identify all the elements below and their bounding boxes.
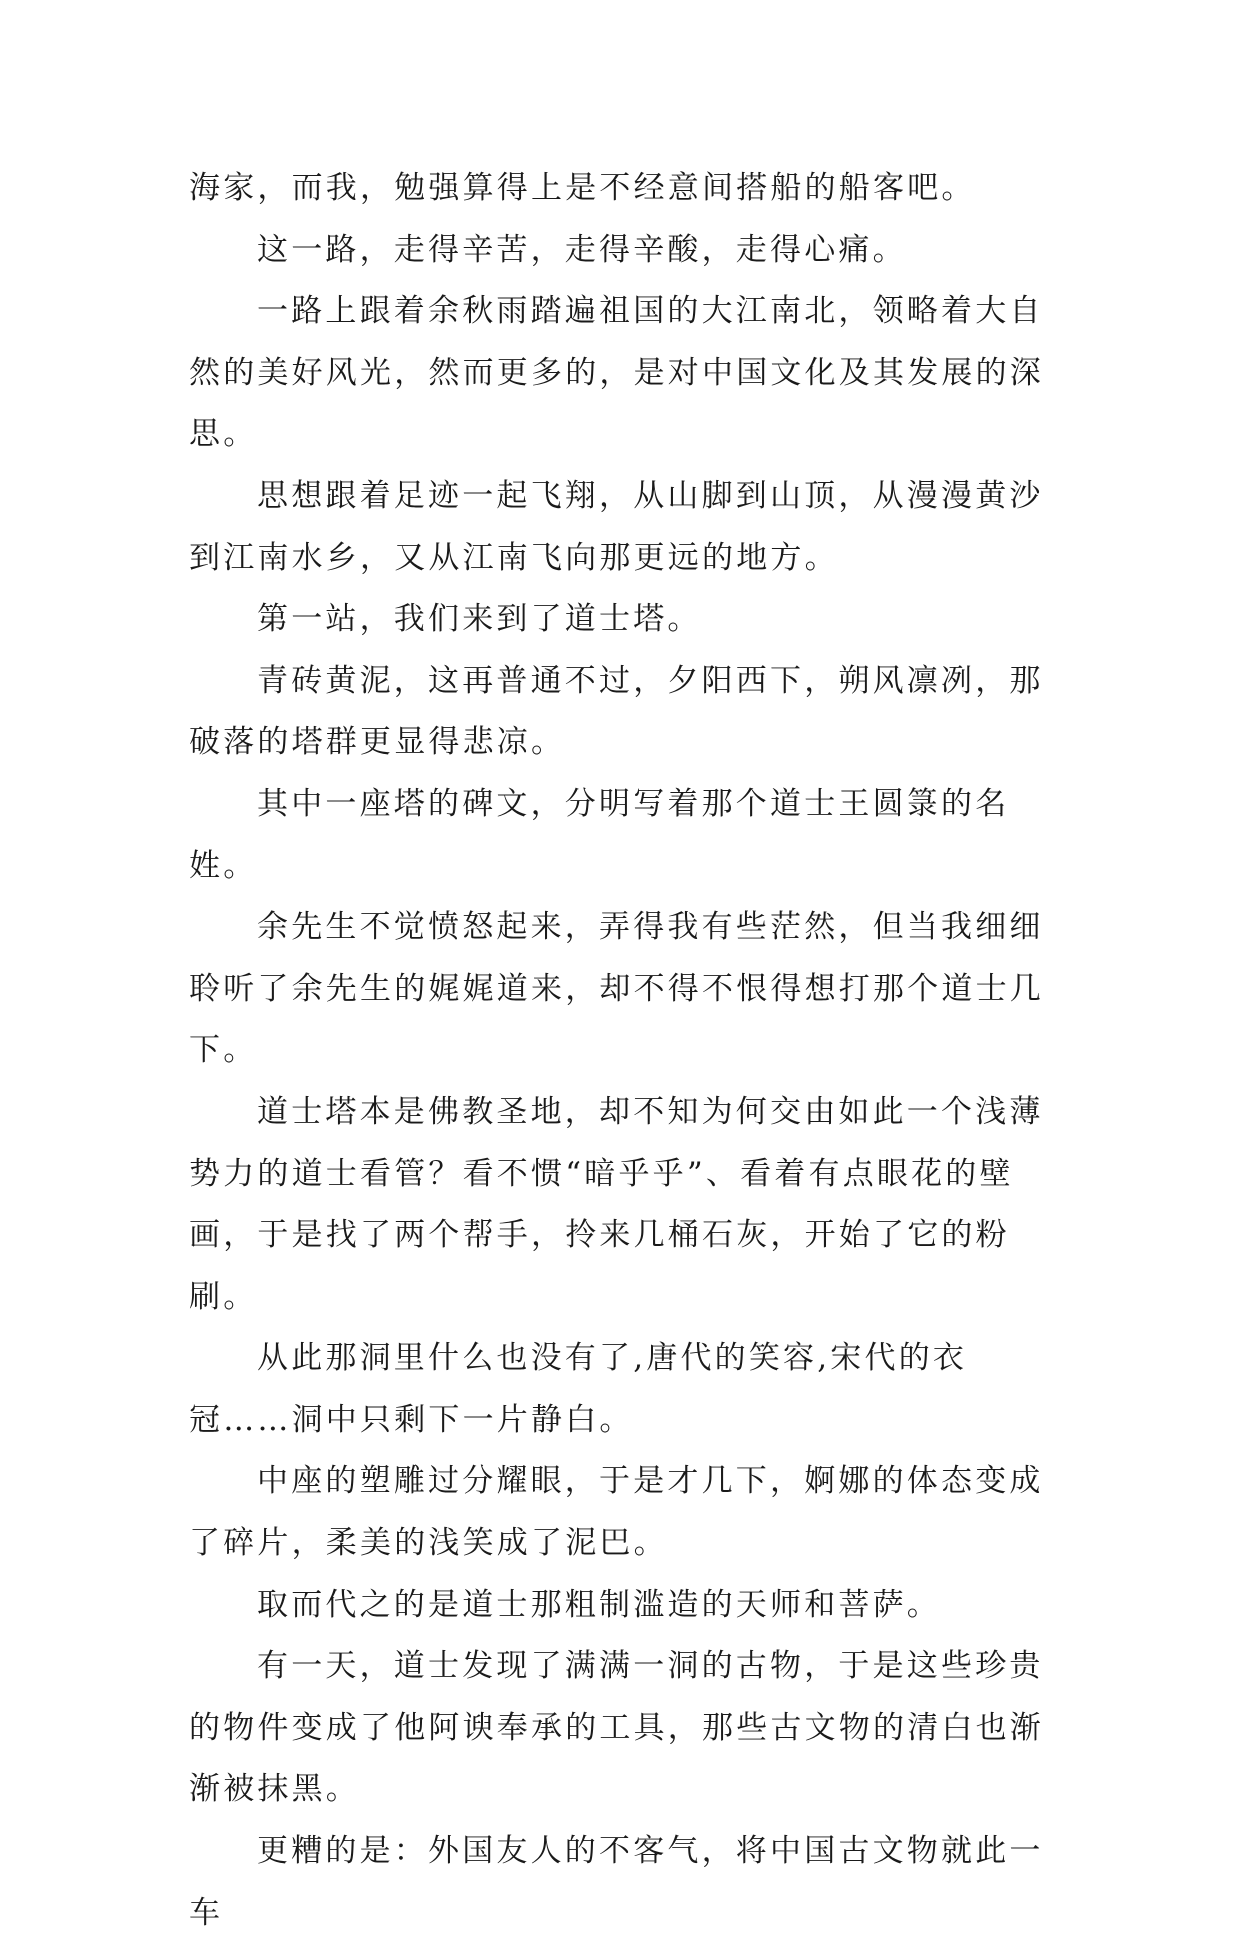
paragraph: 有一天，道士发现了满满一洞的古物，于是这些珍贵的物件变成了他阿谀奉承的工具，那些古文物的清白也渐渐被抹黑。	[189, 1648, 1044, 1808]
body-text	[189, 158, 1069, 1944]
paragraph: 一路上跟着余秋雨踏遍祖国的大江南北，领略着大自然的美好风光，然而更多的，是对中国文化及其发展的深思。	[189, 293, 1044, 453]
paragraph: 取而代之的是道士那粗制滥造的天师和菩萨。	[257, 1586, 941, 1623]
paragraph: 中座的塑雕过分耀眼，于是才几下，婀娜的体态变成了碎片，柔美的浅笑成了泥巴。	[189, 1463, 1044, 1562]
paragraph: 道士塔本是佛教圣地，却不知为何交由如此一个浅薄势力的道士看管？看不惯“暗乎乎”、看着有点眼花的壁画，于是找了两个帮手，拎来几桶石灰，开始了它的粉刷。	[189, 1093, 1044, 1315]
paragraph: 更糟的是：外国友人的不客气，将中国古文物就此一车	[189, 1833, 1044, 1931]
paragraph: 思想跟着足迹一起飞翔，从山脚到山顶，从漫漫黄沙到江南水乡，又从江南飞向那更远的地方。	[189, 477, 1044, 576]
paragraph: 青砖黄泥，这再普通不过，夕阳西下，朔风凛冽，那破落的塔群更显得悲凉。	[189, 662, 1044, 761]
paragraph: 第一站，我们来到了道士塔。	[257, 601, 702, 638]
paragraph: 这一路，走得辛苦，走得辛酸，走得心痛。	[257, 231, 907, 268]
paragraph: 海家，而我，勉强算得上是不经意间搭船的船客吧。	[189, 170, 976, 206]
paragraph: 余先生不觉愤怒起来，弄得我有些茫然，但当我细细聆听了余先生的娓娓道来，却不得不恨得想打那个道士几下。	[189, 909, 1044, 1069]
paragraph: 从此那洞里什么也没有了,唐代的笑容,宋代的衣冠……洞中只剩下一片静白。	[189, 1340, 968, 1438]
paragraph: 其中一座塔的碑文，分明写着那个道士王圆箓的名姓。	[189, 785, 1010, 884]
